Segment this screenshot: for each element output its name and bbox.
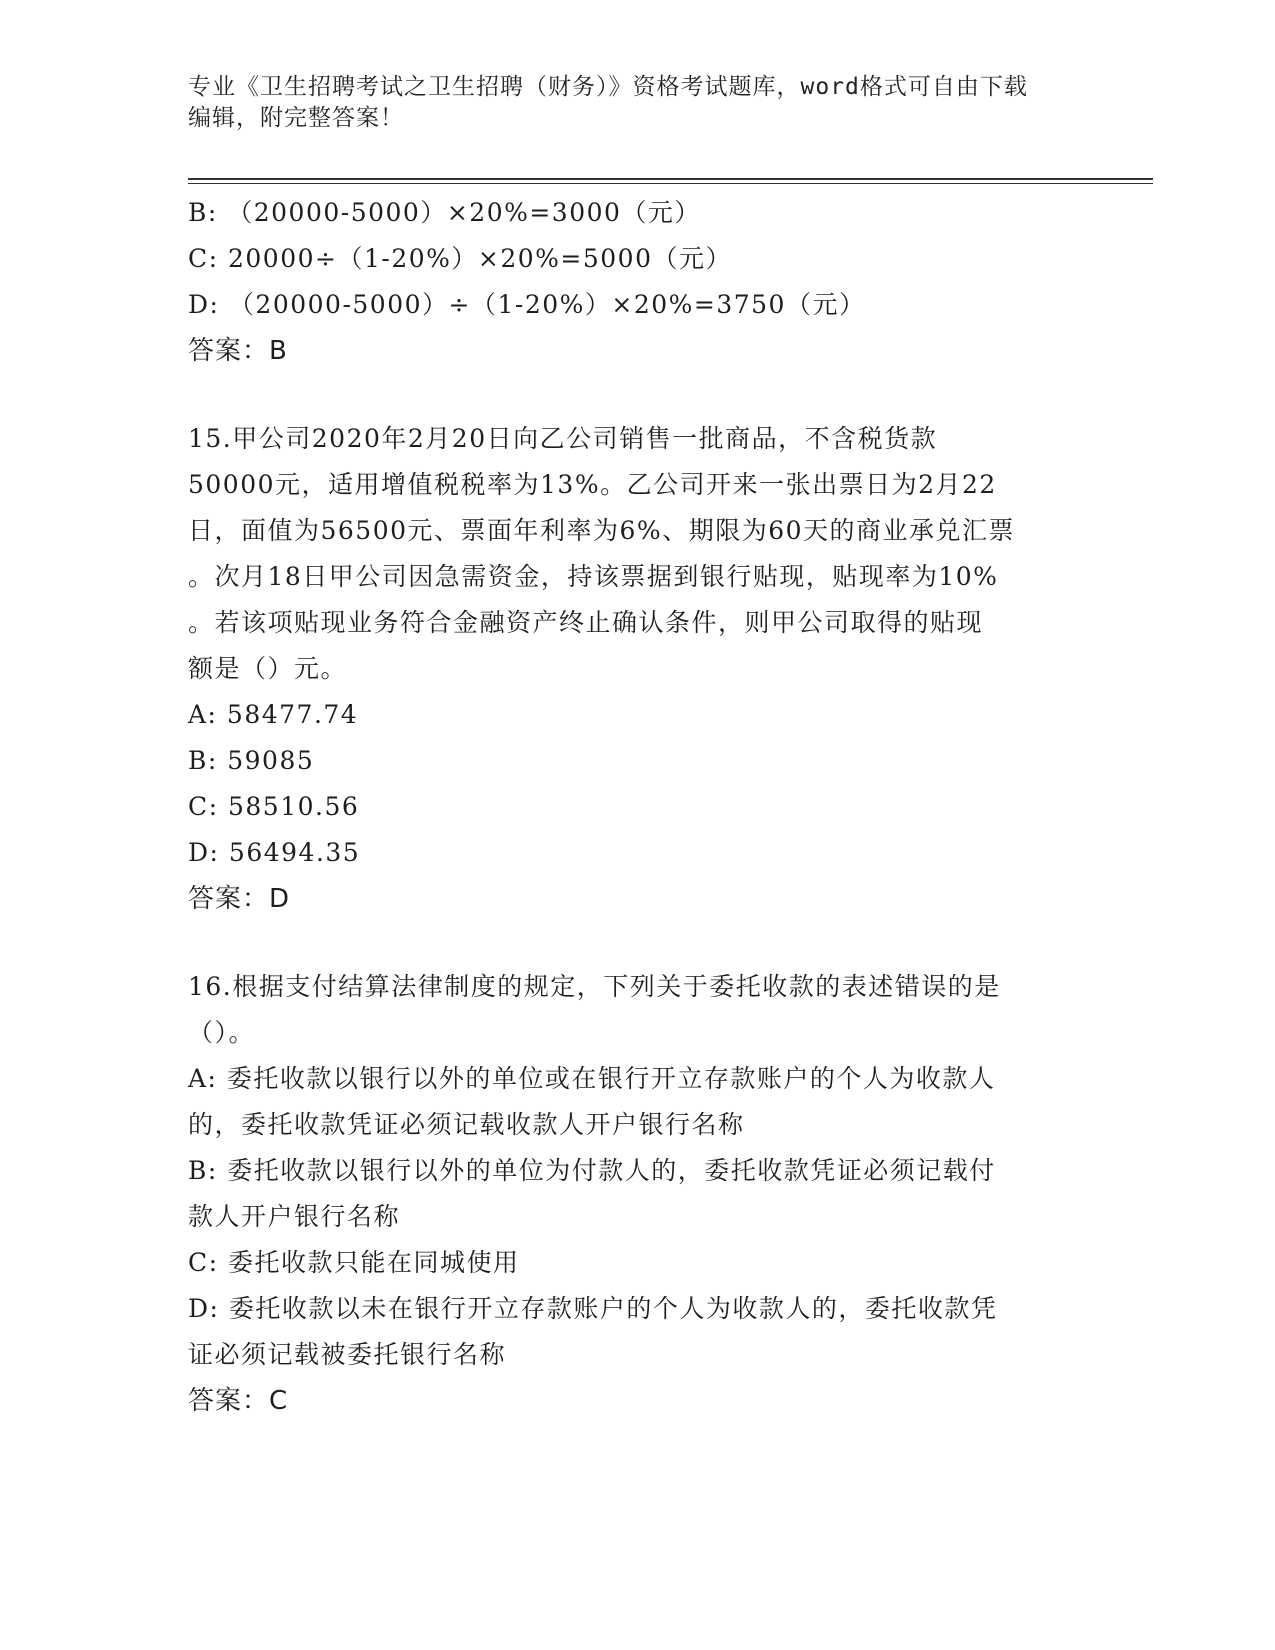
question-stem-line: 15.甲公司2020年2月20日向乙公司销售一批商品，不含税货款 — [188, 424, 938, 453]
question-15 — [188, 416, 1088, 922]
option-d: D: 委托收款以未在银行开立存款账户的个人为收款人的，委托收款凭 — [188, 1294, 998, 1323]
question-stem-line: 16.根据支付结算法律制度的规定，下列关于委托收款的表述错误的是 — [188, 972, 1001, 1001]
page-header — [188, 72, 1088, 134]
option-c: C: 20000÷（1-20%）×20%=5000（元） — [188, 244, 732, 273]
option-b: B: （20000-5000）×20%=3000（元） — [188, 198, 701, 227]
option-b: B: 59085 — [188, 746, 315, 775]
header-rule-thin — [188, 183, 1153, 184]
answer: 答案：D — [188, 884, 291, 914]
option-d: D: （20000-5000）÷（1-20%）×20%=3750（元） — [188, 290, 866, 319]
header-line-1: 专业《卫生招聘考试之卫生招聘（财务）》资格考试题库，word格式可自由下载 — [188, 74, 1028, 100]
question-stem-line: 50000元，适用增值税税率为13%。乙公司开来一张出票日为2月22 — [188, 470, 997, 499]
question-content — [188, 190, 1088, 1424]
question-stem-line: （）。 — [188, 1018, 256, 1047]
header-rule-thick — [188, 178, 1153, 180]
option-a: A: 58477.74 — [188, 700, 359, 729]
option-b: B: 委托收款以银行以外的单位为付款人的，委托收款凭证必须记载付 — [188, 1156, 996, 1185]
option-a: A: 委托收款以银行以外的单位或在银行开立存款账户的个人为收款人 — [188, 1064, 996, 1093]
answer: 答案：B — [188, 336, 288, 366]
header-line-2: 编辑，附完整答案！ — [188, 105, 404, 131]
question-stem-line: 。次月18日甲公司因急需资金，持该票据到银行贴现，贴现率为10% — [188, 562, 999, 591]
option-c: C: 委托收款只能在同城使用 — [188, 1248, 520, 1277]
option-d-continued: 证必须记载被委托银行名称 — [188, 1340, 507, 1369]
question-stem-line: 额是（）元。 — [188, 654, 348, 683]
question-14 — [188, 190, 1088, 374]
question-16 — [188, 964, 1088, 1424]
option-a-continued: 的，委托收款凭证必须记载收款人开户银行名称 — [188, 1110, 745, 1139]
answer: 答案：C — [188, 1386, 289, 1416]
option-c: C: 58510.56 — [188, 792, 360, 821]
question-stem-line: 日，面值为56500元、票面年利率为6%、期限为60天的商业承兑汇票 — [188, 516, 1016, 545]
option-b-continued: 款人开户银行名称 — [188, 1202, 401, 1231]
option-d: D: 56494.35 — [188, 838, 361, 867]
question-stem-line: 。若该项贴现业务符合金融资产终止确认条件，则甲公司取得的贴现 — [188, 608, 984, 637]
